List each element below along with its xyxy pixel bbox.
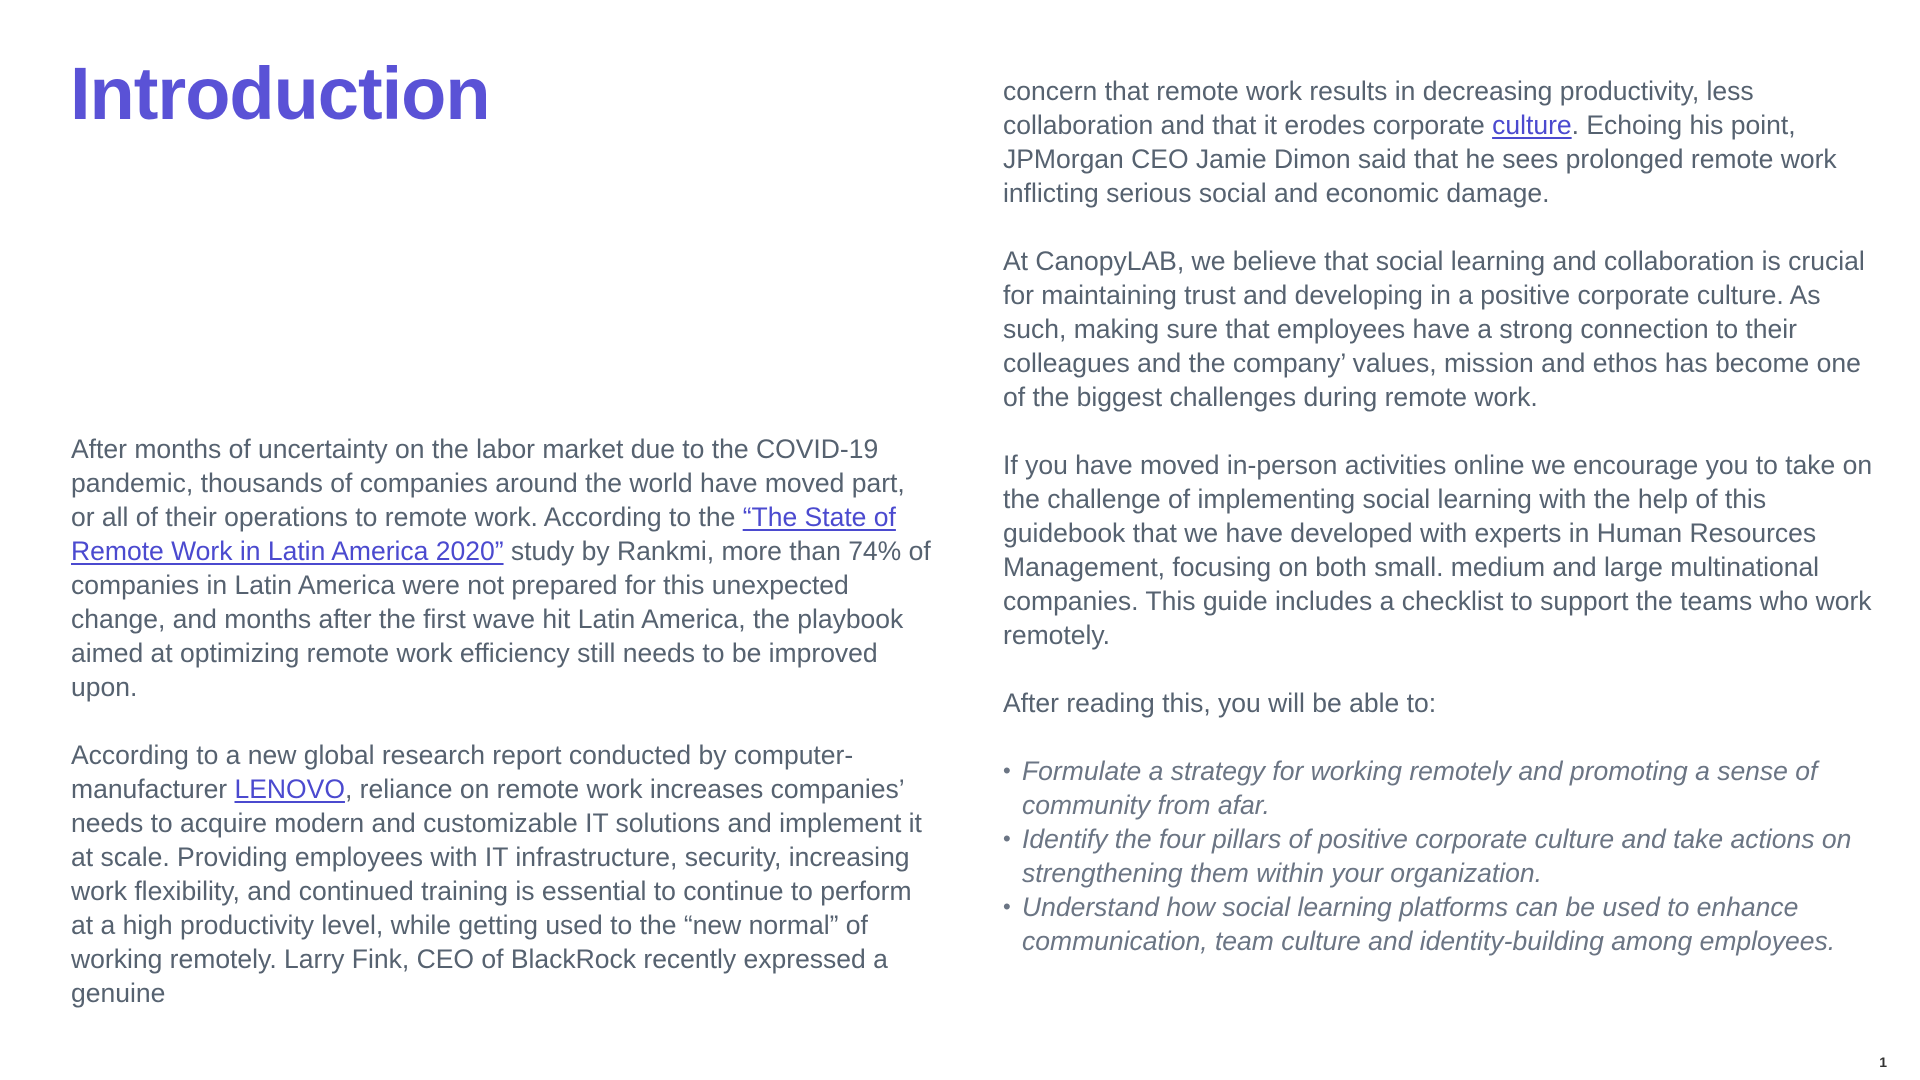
right-column: [1003, 74, 1883, 958]
outcomes-list: [1003, 754, 1883, 958]
bullet-icon: •: [1003, 894, 1011, 919]
list-item: [1003, 822, 1883, 890]
bullet-icon: •: [1003, 826, 1011, 851]
bullet-icon: •: [1003, 758, 1011, 783]
list-item-text: Understand how social learning platforms can be used to enhance communication, team culture and identity-building among employees.: [1022, 892, 1836, 956]
paragraph-corporate-culture: [1003, 74, 1883, 210]
culture-link[interactable]: culture: [1492, 110, 1572, 140]
paragraph-canopylab-belief: At CanopyLAB, we believe that social learning and collaboration is crucial for maintaining trust and developing in a positive corporate culture. As such, making sure that employees have a strong connection to their colleagues and the company’ values, mission and ethos has become one of the biggest challenges during remote work.: [1003, 246, 1865, 412]
paragraph-remote-work-survey: [71, 432, 931, 704]
paragraph-text: After months of uncertainty on the labor market due to the COVID-19 pandemic, thousands of companies around the world have moved part, or all of their operations to remote work. According to the: [71, 434, 905, 532]
left-column: [71, 432, 931, 1010]
lenovo-link[interactable]: LENOVO: [234, 774, 345, 804]
list-item-text: Formulate a strategy for working remotely and promoting a sense of community from afar.: [1022, 756, 1818, 820]
state-of-remote-work-link[interactable]: “The State of Remote Work in Latin America 2020”: [71, 502, 896, 566]
list-item: [1003, 754, 1883, 822]
page-title: Introduction: [70, 52, 490, 135]
paragraph-guidebook: If you have moved in-person activities online we encourage you to take on the challenge of implementing social learning with the help of this guidebook that we have developed with experts in Human Resources Management, focusing on both small. medium and large multinational companies. This guide includes a checklist to support the teams who work remotely.: [1003, 450, 1873, 650]
paragraph-text: . Echoing his point, JPMorgan CEO Jamie Dimon said that he sees prolonged remote work inflicting serious social and economic damage.: [1003, 110, 1837, 208]
list-item: [1003, 890, 1883, 958]
outcomes-lead: After reading this, you will be able to:: [1003, 688, 1437, 718]
page-number: 1: [1879, 1054, 1887, 1070]
list-item-text: Identify the four pillars of positive corporate culture and take actions on strengthening them within your organization.: [1022, 824, 1852, 888]
paragraph-text: According to a new global research report conducted by computer-manufacturer: [71, 740, 854, 804]
paragraph-lenovo-report: [71, 738, 931, 1010]
paragraph-text: study by Rankmi, more than 74% of companies in Latin America were not prepared for this unexpected change, and months after the first wave hit Latin America, the playbook aimed at optimizing remote work efficiency still needs to be improved upon.: [71, 536, 931, 702]
paragraph-text: concern that remote work results in decreasing productivity, less collaboration and that it erodes corporate: [1003, 76, 1754, 140]
paragraph-text: , reliance on remote work increases companies’ needs to acquire modern and customizable IT solutions and implement it at scale. Providing employees with IT infrastructure, security, increasing work flexibility, and continued training is essential to continue to perform at a high productivity level, while getting used to the “new normal” of working remotely. Larry Fink, CEO of BlackRock recently expressed a genuine: [71, 774, 922, 1008]
